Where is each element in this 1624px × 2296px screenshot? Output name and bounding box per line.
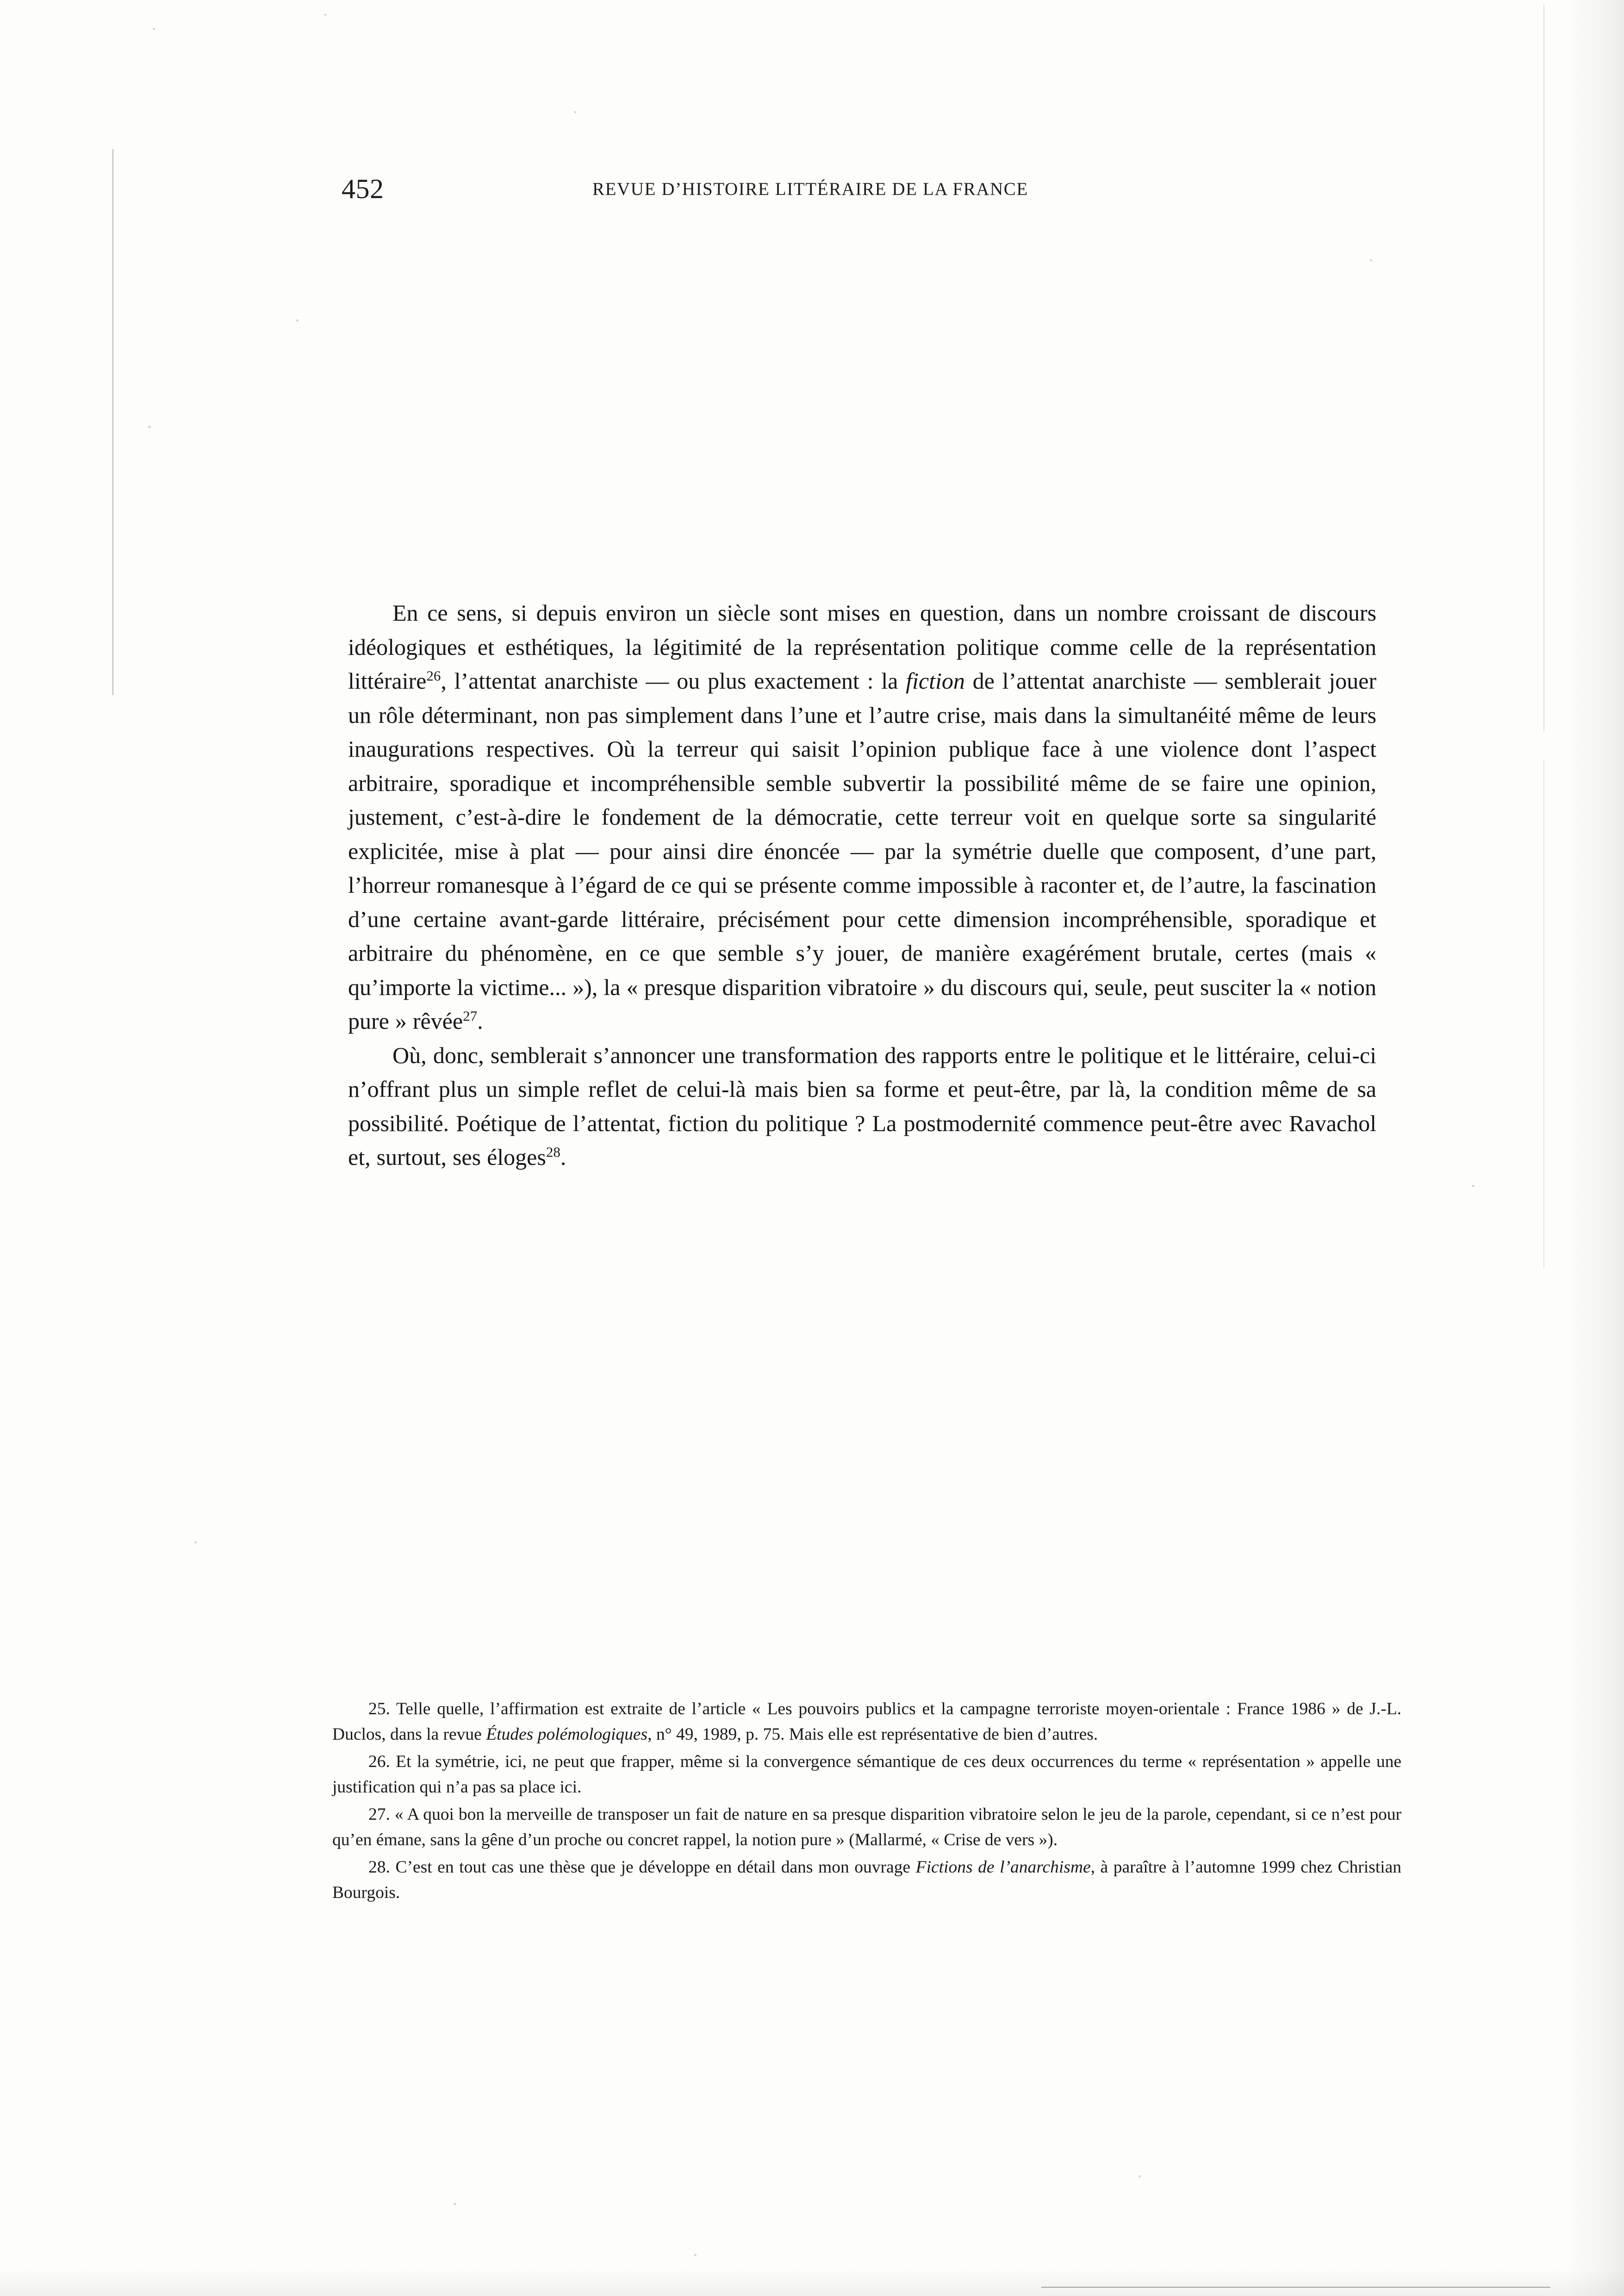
scan-shadow-bottom — [0, 2268, 1624, 2296]
footnote-25-italic: Études polémologiques — [486, 1725, 648, 1744]
running-head — [0, 172, 1624, 202]
footnote-ref-27: 27 — [463, 1008, 478, 1024]
page-number: 452 — [342, 174, 384, 204]
scan-shadow-right — [1564, 0, 1624, 2296]
scan-speck — [148, 426, 151, 428]
paragraph-2-period: . — [560, 1144, 566, 1170]
scan-speck — [153, 28, 155, 30]
footnotes-block — [332, 1696, 1401, 1907]
footnote-28-text-b: , à paraître à l’automne 1999 chez Christian Bourgois. — [332, 1858, 1401, 1902]
paragraph-1-segment-b: , l’attentat anarchiste — ou plus exactement : la — [441, 668, 906, 694]
scan-speck — [694, 2254, 697, 2256]
footnote-27-text-a: 27. « A quoi bon la merveille de transposer un fait de nature en sa presque disparition vibratoire selon le jeu de la parole, cependant, si ce n’est pour qu’en émane, sans la gêne d’un proche ou concret rappel, la notion pure » (Mallarmé, « Crise de vers »). — [332, 1805, 1401, 1849]
paragraph-1-segment-a: En ce sens, si depuis environ un siècle sont mises en question, dans un nombre croissant de discours idéologiques et esthétiques, la légitimité de la représentation politique comme celle de la représentation littéraire — [348, 600, 1376, 694]
paragraph-2 — [348, 1039, 1376, 1175]
scan-speck — [1472, 1185, 1475, 1187]
paragraph-2-segment-a: Où, donc, semblerait s’annoncer une transformation des rapports entre le politique et le littéraire, celui-ci n’offrant plus un simple reflet de celui-là mais bien sa forme et peut-être, par là, la condition même de sa possibilité. Poétique de l’attentat, fiction du politique ? La postmodernité commence peut-être avec Ravachol et, surtout, ses éloges — [348, 1042, 1376, 1170]
page-bottom-rule — [1041, 2287, 1550, 2288]
journal-title: REVUE D’HISTOIRE LITTÉRAIRE DE LA FRANCE — [592, 179, 1028, 199]
paragraph-1 — [348, 596, 1376, 1039]
page-right-rule-upper — [1543, 5, 1544, 731]
footnote-25 — [332, 1696, 1401, 1747]
footnote-25-text-b: , n° 49, 1989, p. 75. Mais elle est représentative de bien d’autres. — [647, 1725, 1098, 1744]
footnote-28-text-a: 28. C’est en tout cas une thèse que je développe en détail dans mon ouvrage — [368, 1858, 916, 1877]
scan-speck — [1370, 259, 1372, 261]
footnote-ref-28: 28 — [546, 1144, 560, 1160]
scan-speck — [574, 111, 576, 113]
footnote-28-italic: Fictions de l’anarchisme — [915, 1858, 1091, 1877]
footnote-26-text-a: 26. Et la symétrie, ici, ne peut que frapper, même si la convergence sémantique de ces deux occurrences du terme « représentation » appelle une justification qui n’a pas sa place ici. — [332, 1752, 1401, 1797]
scan-speck — [324, 14, 327, 16]
scan-speck — [1139, 2175, 1141, 2178]
page-right-rule-lower — [1543, 759, 1544, 1268]
scan-speck — [194, 1541, 197, 1543]
paragraph-1-segment-c: de l’attentat anarchiste — semblerait jouer un rôle déterminant, non pas simplement dans l’une et l’autre crise, mais dans la simultanéité même de leurs inaugurations respectives. Où la terreur qui saisit l’opinion publique face à une violence dont l’aspect arbitraire, sporadique et incompréhensible semble subvertir la possibilité même de se faire une opinion, justement, c’est-à-dire le fondement de la démocratie, cette terreur voit en quelque sorte sa singularité explicitée, mise à plat — pour ainsi dire énoncée — par la symétrie duelle que composent, d’une part, l’horreur romanesque à l’égard de ce qui se présente comme impossible à raconter et, de l’autre, la fascination d’une certaine avant-garde littéraire, précisément pour cette dimension incompréhensible, sporadique et arbitraire du phénomène, en ce que semble s’y jouer, de manière exagérément brutale, certes (mais « qu’importe la victime... »), la « presque disparition vibratoire » du discours qui, seule, peut susciter la « notion pure » rêvée — [348, 668, 1377, 1034]
body-text — [348, 596, 1376, 1175]
footnote-ref-26: 26 — [426, 667, 441, 684]
paragraph-1-period: . — [477, 1008, 483, 1034]
page-left-rule — [112, 149, 113, 695]
footnote-25-text-a: 25. Telle quelle, l’affirmation est extraite de l’article « Les pouvoirs publics et la campagne terroriste moyen-orientale : France 1986 » de J.-L. Duclos, dans la revue — [332, 1699, 1401, 1744]
scan-speck — [454, 2203, 456, 2205]
footnote-27 — [332, 1802, 1401, 1853]
footnote-28 — [332, 1854, 1401, 1905]
scan-speck — [296, 319, 299, 322]
paragraph-1-italic-fiction: fiction — [906, 668, 965, 694]
footnote-26 — [332, 1749, 1401, 1800]
